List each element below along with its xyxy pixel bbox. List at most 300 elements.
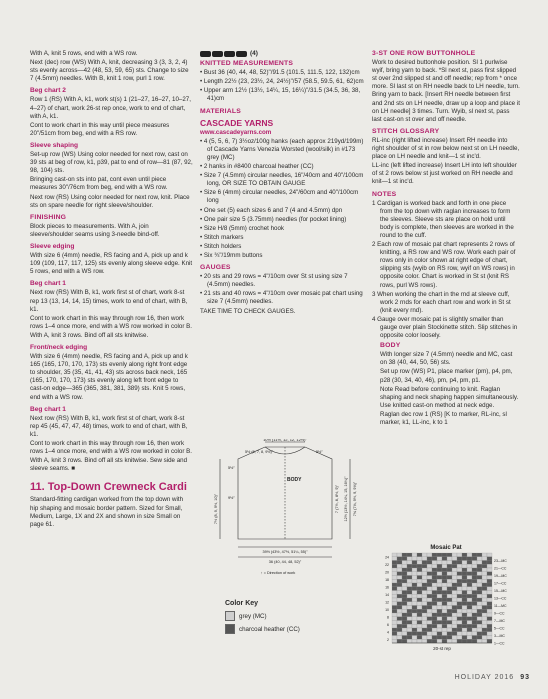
chart-cell [437,561,442,565]
chart-cell [432,628,437,632]
chart-cell [482,636,487,640]
chart-cell [417,598,422,602]
chart-cell [402,561,407,565]
chart-cell [407,621,412,625]
chart-cell [467,576,472,580]
chart-cell [447,572,452,576]
chart-cell [482,621,487,625]
chart-cell [447,591,452,595]
chart-cell [462,583,467,587]
chart-cell [462,628,467,632]
chart-cell [427,587,432,591]
chart-cell [427,632,432,636]
chart-cell [442,576,447,580]
chart-cell [402,576,407,580]
measurement-item: • Length 22½ (23, 23½, 24, 24½)"/57 (58.5, 59.5, 61, 62)cm [200,78,364,86]
heading-body: BODY [380,342,401,350]
chart-cell [402,591,407,595]
chart-cell [487,621,492,625]
chart-cell [487,613,492,617]
chart-cell [457,564,462,568]
chart-cell [472,576,477,580]
chart-cell [417,606,422,610]
chart-cell [447,598,452,602]
chart-cell [442,628,447,632]
chart-cell [452,621,457,625]
chart-cell [477,576,482,580]
chart-cell [457,587,462,591]
chart-cell [472,591,477,595]
chart-cell [407,572,412,576]
chart-cell [417,617,422,621]
chart-cell [417,632,422,636]
chart-row-color-label: 7—MC [494,619,505,623]
chart-cell [412,594,417,598]
chart-cell [402,579,407,583]
chart-cell [397,613,402,617]
chart-cell [482,613,487,617]
with-a-text: With A, knit 3 rows. Bind off all sts knitwise. Sew side and sleeve seams. ■ [30,457,188,473]
note-item: 3 When working the chart in the rnd at sleeve cuff, work 2 rnds for each chart row and work in St st (knit every rnd). [372,290,511,314]
chart-cell [437,598,442,602]
chart-cell [482,572,487,576]
chart-cell [432,561,437,565]
material-item: • One set (5) each sizes 6 and 7 (4 and 4.5mm) dpn [200,206,343,214]
chart-cell [457,639,462,643]
chart-cell [402,617,407,621]
chart-row-number: 20 [385,570,389,575]
chart-cell [392,609,397,613]
next-row-text: Next row (RS) Using color needed for next row, knit. Place sts on spare needle for right sleeve/shoulder. [30,193,190,209]
mosaic-pattern-chart [372,543,520,653]
chart-cell [447,606,452,610]
chart-row-number: 8 [387,615,389,620]
chart-cell [482,617,487,621]
chart-cell [457,624,462,628]
chart-cell [422,583,427,587]
chart-cell [397,572,402,576]
chart-cell [427,628,432,632]
chart-cell [407,579,412,583]
heading-sleeve-shaping: Sleeve shaping [30,141,79,149]
chart-cell [482,553,487,557]
chart-cell [397,632,402,636]
chart-cell [467,621,472,625]
chart-cell [427,579,432,583]
chart-cell [452,639,457,643]
chart-cell [462,606,467,610]
material-item: • Size 6 (4mm) circular needles, 24"/60cm and 40"/100cm long [200,189,359,205]
chart-cell [402,583,407,587]
chart-cell [482,602,487,606]
material-item: • Size 7 (4.5mm) circular needles, 16"/40cm and 40"/100cm long, OR SIZE TO OBTAIN GAUGE [200,172,364,188]
chart-cell [427,598,432,602]
chart-cell [412,587,417,591]
buttonhole-text: Work to desired buttonhole position. Sl 1 purlwise wyif, bring yarn to back. *Sl next st, pass first slipped st over 2nd slipped st and off needle; rep from * once more. Sl last st on RH needle back to LH needle, turn. Bring yarn to back. [Insert RH needle between first and 2nd sts on LH needle, draw up a loop and place it on LH needle] 3 times. Turn. Wyib, sl next st, pass last cast-on st over and off needle. [372,59,520,123]
chart-cell [457,617,462,621]
chart-cell [442,598,447,602]
chart-cell [422,557,427,561]
chart-cell [412,564,417,568]
next-row-text: Next row (RS) With B, k1, work first st of chart, work 8-st rep 13 (13, 14, 14, 15) times, work to end of chart, with B, k1. [30,289,188,313]
chart-cell [462,624,467,628]
row-1-text: Row 1 (RS) With A, k1, work st(s) 1 (21–27, 16–27, 10–27, 4–27) of chart, work 26-st rep once, work to end of chart, with A, k1. [30,96,191,120]
chart-cell [437,628,442,632]
chart-cell [412,632,417,636]
chart-cell [437,632,442,636]
garment-schematic [210,439,360,579]
chart-cell [392,602,397,606]
chart-cell [467,587,472,591]
chart-cell [392,591,397,595]
chart-cell [432,606,437,610]
chart-cell [487,583,492,587]
material-item: • Six ¾"/19mm buttons [200,251,263,259]
gauge-item: • 20 sts and 29 rows = 4"/10cm over St st using size 7 (4.5mm) needles. [200,273,348,289]
chart-cell [462,557,467,561]
chart-cell [392,594,397,598]
chart-row-number: 24 [385,555,389,560]
chart-cell [407,553,412,557]
chart-cell [397,602,402,606]
chart-cell [467,553,472,557]
chart-cell [472,598,477,602]
chart-cell [457,561,462,565]
issue-label: HOLIDAY 2016 [454,674,515,681]
chart-cell [432,576,437,580]
chart-cell [452,564,457,568]
chart-cell [402,557,407,561]
chart-cell [467,564,472,568]
material-item: • Size H/8 (5mm) crochet hook [200,224,285,232]
dim-waist: 39½ (43½, 47½, 51¼, 55)" [262,550,308,554]
chart-cell [427,583,432,587]
chart-cell [432,613,437,617]
heading-gauges: GAUGES [200,264,231,272]
column-middle [200,50,364,317]
chart-cell [457,583,462,587]
chart-cell [417,609,422,613]
chart-cell [437,557,442,561]
chart-cell [457,579,462,583]
chart-cell [397,609,402,613]
chart-cell [432,572,437,576]
chart-cell [482,583,487,587]
chart-cell [442,606,447,610]
chart-cell [482,564,487,568]
chart-cell [427,621,432,625]
chart-cell [437,613,442,617]
chart-cell [447,602,452,606]
chart-cell [422,594,427,598]
chart-cell [462,591,467,595]
material-item: • Stitch holders [200,242,242,250]
chart-cell [397,568,402,572]
chart-cell [392,598,397,602]
chart-cell [472,624,477,628]
chart-cell [437,624,442,628]
chart-cell [447,583,452,587]
chart-cell [397,598,402,602]
chart-cell [422,628,427,632]
chart-cell [447,568,452,572]
chart-cell [422,587,427,591]
chart-cell [422,579,427,583]
chart-cell [427,624,432,628]
chart-cell [487,639,492,643]
chart-cell [452,572,457,576]
cont-text: Cont to work chart in this way through row 16, then work rows 1–4 once more, end with a WS row worked in color B. [30,314,192,330]
rl-inc-text: RL-inc (right lifted increase) Insert RH needle into right shoulder of st in row below next st on LH needle, place on LH needle and knit—1 st inc'd. [372,136,520,161]
chart-cell [457,636,462,640]
chart-cell [487,553,492,557]
chart-cell [422,602,427,606]
skill-level-indicator [200,50,364,58]
chart-cell [462,587,467,591]
chart-cell [482,639,487,643]
chart-cell [457,621,462,625]
chart-cell [442,579,447,583]
chart-cell [437,587,442,591]
chart-cell [447,628,452,632]
chart-cell [412,568,417,572]
dim-left: 7½ (8, 9, 9½, 10)" [214,493,218,525]
chart-cell [392,561,397,565]
heading-finishing: FINISHING [30,213,67,221]
chart-cell [457,572,462,576]
chart-cell [472,606,477,610]
chart-cell [482,624,487,628]
chart-cell [422,598,427,602]
chart-cell [422,561,427,565]
chart-cell [397,621,402,625]
chart-cell [487,624,492,628]
chart-row-number: 12 [385,600,389,605]
chart-cell [427,576,432,580]
chart-cell [447,632,452,636]
chart-cell [412,621,417,625]
chart-cell [452,579,457,583]
chart-cell [437,553,442,557]
color-key [225,600,355,637]
color-swatch-charcoal [225,624,235,634]
chart-row-color-label: 11—MC [494,604,507,608]
dim-hem: 36 (40, 44, 48, 52)" [268,560,302,564]
chart-cell [442,572,447,576]
chart-cell [417,628,422,632]
next-row-text: Next row (RS) With B, k1, work first st of chart, work 8-st rep 45 (45, 47, 47, 48) times, work to end of chart, with B, k1. [30,414,188,438]
chart-cell [487,576,492,580]
chart-cell [432,568,437,572]
setup-row-text: Set-up row (WS) Using color needed for next row, cast on 39 sts at beg of row, k1, p39, pat to end of row—81 (87, 92, 98, 104) sts. [30,151,193,175]
chart-cell [437,609,442,613]
chart-cell [397,628,402,632]
heading-materials: MATERIALS [200,107,241,115]
chart-cell [412,606,417,610]
chart-cell [462,568,467,572]
page-footer [455,674,530,681]
chart-cell [427,602,432,606]
with-a-text: With A, knit 3 rows. Bind off all sts knitwise. [30,331,149,339]
chart-cell [457,557,462,561]
chart-cell [437,594,442,598]
chart-cell [432,564,437,568]
chart-cell [467,632,472,636]
chart-cell [427,568,432,572]
chart-cell [412,557,417,561]
chart-cell [472,557,477,561]
chart-row-color-label: 15—MC [494,589,507,593]
chart-cell [467,579,472,583]
chart-cell [462,579,467,583]
chart-cell [402,553,407,557]
chart-cell [477,579,482,583]
chart-cell [462,609,467,613]
chart-cell [477,561,482,565]
dim-left-3: 5½" [228,466,235,470]
chart-cell [447,576,452,580]
chart-cell [407,624,412,628]
skill-level-number: (4) [250,50,258,57]
chart-cell [452,628,457,632]
chart-cell [477,639,482,643]
chart-cell [482,568,487,572]
chart-cell [437,617,442,621]
chart-cell [427,553,432,557]
body-text: With longer size 7 (4.5mm) needle and MC, cast on 38 (40, 44, 50, 56) sts. [380,351,513,367]
chart-cell [397,591,402,595]
chart-cell [422,591,427,595]
chart-cell [427,639,432,643]
chart-row-color-label: 23—MC [494,559,507,563]
chart-cell [402,613,407,617]
chart-cell [422,617,427,621]
chart-cell [402,572,407,576]
chart-row-color-label: 17—CC [494,581,507,586]
chart-cell [462,553,467,557]
chart-cell [447,587,452,591]
chart-cell [402,564,407,568]
chart-cell [477,564,482,568]
chart-cell [457,609,462,613]
chart-cell [422,636,427,640]
chart-cell [417,572,422,576]
chart-cell [467,613,472,617]
chart-cell [427,594,432,598]
chart-cell [402,632,407,636]
chart-cell [447,553,452,557]
direction-of-work-legend: ↑ = Direction of work [260,571,296,575]
chart-cell [407,628,412,632]
chart-cell [447,613,452,617]
chart-cell [467,591,472,595]
chart-cell [452,609,457,613]
skill-bar-icon [200,51,211,57]
chart-cell [417,591,422,595]
chart-cell [457,594,462,598]
chart-cell [452,606,457,610]
chart-cell [392,579,397,583]
chart-row-number: 4 [387,630,389,635]
chart-cell [462,621,467,625]
measurement-item: • Bust 36 (40, 44, 48, 52)"/91.5 (101.5, 111.5, 122, 132)cm [200,69,360,77]
chart-cell [427,564,432,568]
chart-cell [392,553,397,557]
chart-row-color-label: 13—CC [494,596,507,601]
chart-cell [412,639,417,643]
chart-cell [432,594,437,598]
chart-cell [467,583,472,587]
heading-buttonhole: 3-ST ONE ROW BUTTONHOLE [372,50,476,57]
page-number: 93 [520,674,530,681]
heading-knitted-measurements: KNITTED MEASUREMENTS [200,60,294,68]
measurement-item: • Upper arm 12½ (13½, 14¼, 15, 16¼)"/31.5 (34.5, 36, 38, 41)cm [200,87,361,103]
chart-cell [402,624,407,628]
chart-cell [417,621,422,625]
chart-cell [422,613,427,617]
chart-cell [452,561,457,565]
chart-cell [432,557,437,561]
note-text: Note Read before continuing to knit. Raglan shaping and neck shaping happen simultaneously. Use knitted cast-on method at neck edge. [380,385,519,409]
chart-cell [397,636,402,640]
chart-title: Mosaic Pat [430,545,462,551]
chart-cell [417,639,422,643]
chart-cell [442,613,447,617]
chart-cell [422,621,427,625]
chart-cell [482,561,487,565]
chart-cell [477,602,482,606]
chart-cell [487,572,492,576]
chart-cell [447,617,452,621]
chart-cell [392,576,397,580]
finishing-text: Block pieces to measurements. With A, join sleeve/shoulder seams using 3-needle bind-off. [30,222,160,238]
chart-cell [432,624,437,628]
chart-cell [392,564,397,568]
chart-cell [417,583,422,587]
chart-cell [467,594,472,598]
chart-cell [417,613,422,617]
chart-cell [477,632,482,636]
chart-cell [442,591,447,595]
chart-cell [482,632,487,636]
chart-cell [412,624,417,628]
bringing-text: Bringing cast-on sts into pat, cont even until piece measures 30"/76cm from beg, end with a WS row. [30,176,168,192]
chart-repeat-label: 20-st rep [433,646,451,651]
chart-cell [422,568,427,572]
chart-cell [467,624,472,628]
cont-text: Cont to work chart in this way until piece measures 20"/51cm from beg, end with a RS row. [30,121,170,137]
chart-cell [462,576,467,580]
chart-cell [482,591,487,595]
chart-cell [487,609,492,613]
chart-cell [452,576,457,580]
chart-cell [457,606,462,610]
chart-cell [487,594,492,598]
chart-cell [442,639,447,643]
chart-cell [427,613,432,617]
chart-cell [427,606,432,610]
chart-cell [477,609,482,613]
chart-cell [437,591,442,595]
chart-cell [472,564,477,568]
text-line: Next (dec) row (WS) With A, knit, decreasing 3 (3, 3, 2, 4) sts evenly across—42 (48, 53, 59, 65) sts. Change to size 7 (4.5mm) needles. With B, knit 1 row, purl 1 row. [30,59,189,83]
chart-cell [452,557,457,561]
chart-cell [457,591,462,595]
chart-cell [417,579,422,583]
chart-cell [417,561,422,565]
material-item: • 2 hanks in #8400 charcoal heather (CC) [200,163,314,171]
chart-cell [487,568,492,572]
